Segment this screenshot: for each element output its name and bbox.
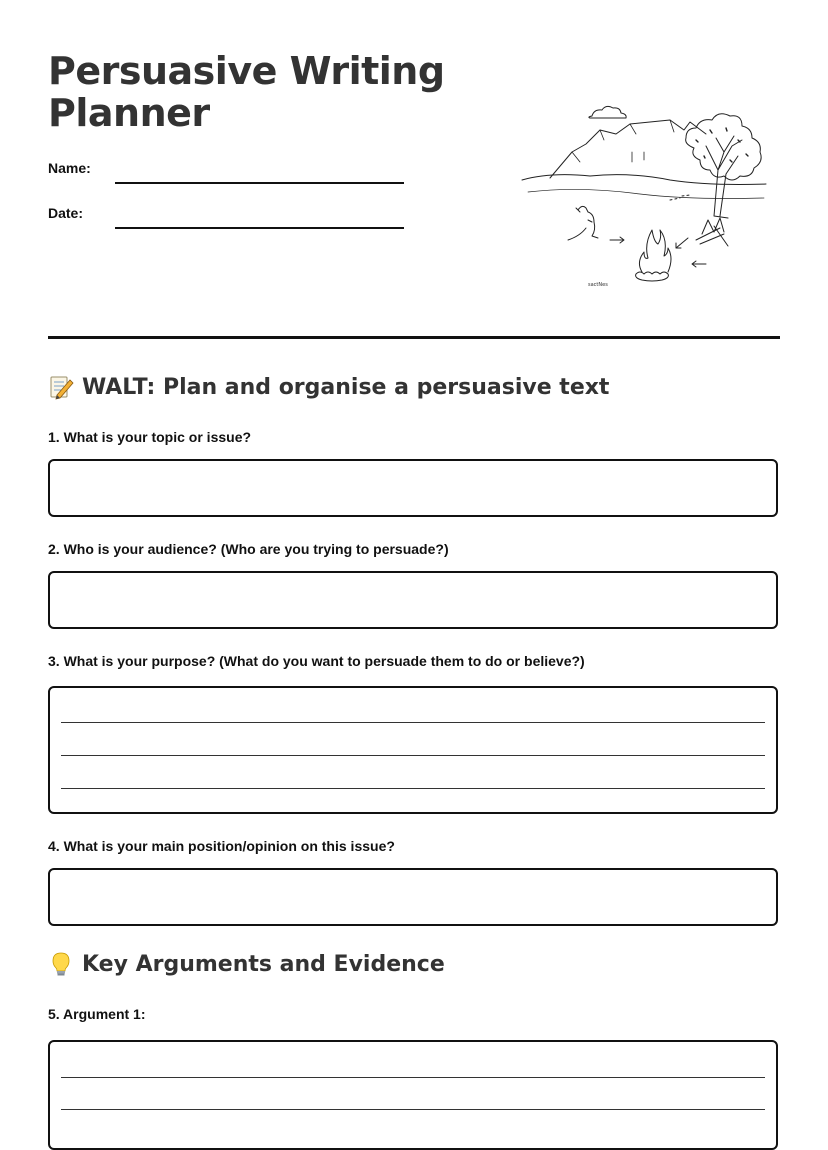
title-line-1: Persuasive Writing: [48, 49, 445, 93]
audience-answer-box[interactable]: [48, 571, 778, 629]
title-line-2: Planner: [48, 91, 210, 135]
tree-canopy: [686, 114, 761, 180]
arrow-down-left-icon: [676, 238, 688, 248]
date-label: Date:: [48, 205, 84, 221]
question-1-label: 1. What is your topic or issue?: [48, 429, 252, 445]
kangaroo-icon: [568, 206, 598, 240]
question-5-label: 5. Argument 1:: [48, 1006, 146, 1022]
mountain-outline: [550, 120, 706, 178]
walt-heading: [48, 374, 609, 400]
arguments-heading-text: Key Arguments and Evidence: [82, 951, 445, 977]
writing-line: [61, 755, 765, 756]
position-answer-box[interactable]: [48, 868, 778, 926]
outback-campfire-illustration: [520, 100, 770, 292]
writing-line: [61, 722, 765, 723]
woodpile-icon: [696, 218, 728, 246]
topic-answer-box[interactable]: [48, 459, 778, 517]
memo-pencil-icon: [48, 374, 74, 400]
arguments-heading: [48, 951, 445, 977]
date-line[interactable]: [115, 227, 404, 229]
purpose-answer-box[interactable]: [48, 686, 778, 814]
header-divider: [48, 336, 780, 339]
campfire-icon: [639, 230, 671, 272]
writing-line: [61, 788, 765, 789]
cloud-icon: [589, 106, 626, 118]
writing-line: [61, 1077, 765, 1078]
name-line[interactable]: [115, 182, 404, 184]
question-3-label: 3. What is your purpose? (What do you want to persuade them to do or believe?): [48, 653, 585, 669]
page-title: [48, 50, 468, 134]
tree-trunk: [706, 136, 742, 218]
light-bulb-icon: [48, 951, 74, 977]
arrow-right-icon: [610, 237, 624, 243]
name-field[interactable]: [48, 160, 404, 186]
date-field[interactable]: [48, 205, 404, 231]
question-4-label: 4. What is your main position/opinion on this issue?: [48, 838, 395, 854]
arrow-left-icon: [692, 261, 706, 267]
writing-line: [61, 1109, 765, 1110]
walt-heading-text: WALT: Plan and organise a persuasive text: [82, 374, 610, 400]
argument-1-answer-box[interactable]: [48, 1040, 778, 1150]
name-label: Name:: [48, 160, 91, 176]
illustration-signature: sactNes: [588, 282, 608, 288]
question-2-label: 2. Who is your audience? (Who are you trying to persuade?): [48, 541, 449, 557]
